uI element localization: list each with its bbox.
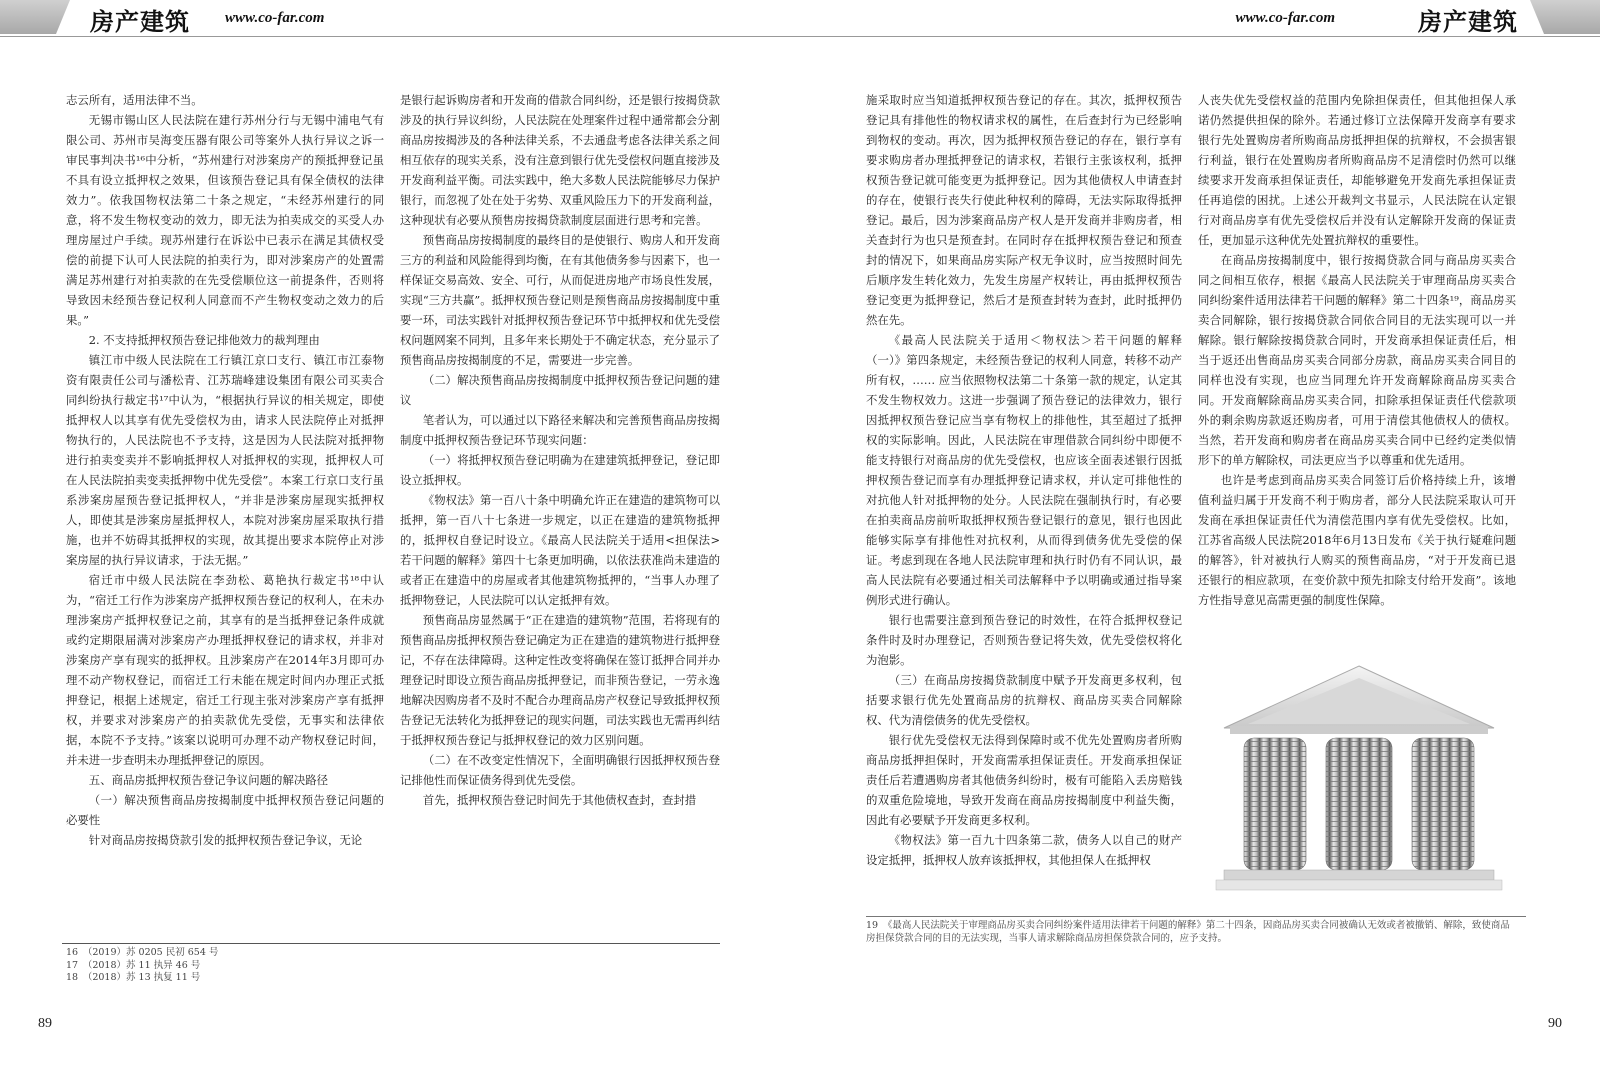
page-number: 90 (1548, 1016, 1562, 1031)
footnote: 16 （2019）苏 0205 民初 654 号 (66, 947, 219, 958)
magazine-title: 房产建筑 (1418, 8, 1518, 36)
magazine-title: 房产建筑 (90, 8, 190, 36)
footnotes (66, 947, 218, 985)
left-column-2 (400, 90, 720, 810)
paragraph: 施采取时应当知道抵押权预告登记的存在。其次，抵押权预告登记具有排他性的物权请求权的属性，在后查封行为已经影响到物权的变动。再次，因为抵押权预告登记的存在，银行享有要求购房者办理抵押登记的请求权，若银行主张该权利，抵押权预告登记就可能变更为抵押登记。因为其他债权人申请查封的存在，使银行丧失行使此种权利的障碍，无法实际取得抵押登记。最后，因为涉案商品房产权人是开发商并非购房者，相关查封行为也只是预查封。在同时存在抵押权预告登记和预查封的情况下，如果商品房实际产权无争议时，应当按照时间先后顺序发生转化效力，先发生房屋产权转让，再由抵押权预告登记变更为抵押登记，然后才是预查封转为查封，此时抵押仍然在先。 (866, 93, 1182, 327)
paragraph: 银行优先受偿权无法得到保障时或不优先处置购房者所购商品房抵押担保时，开发商需承担保证责任。开发商承担保证责任后若遭遇购房者其他债务纠纷时，极有可能陷入丢房赔钱的双重危险境地，导致开发商在商品房按揭制度中利益失衡，因此有必要赋予开发商更多权利。 (866, 733, 1182, 827)
coin-stack-bank-icon (1210, 662, 1508, 894)
footnote: 17 （2018）苏 11 执异 46 号 (66, 959, 201, 971)
section-heading: 五、商品房抵押权预告登记争议问题的解决路径 (88, 773, 329, 787)
page-header (800, 0, 1600, 38)
paragraph: 《物权法》第一百八十条中明确允许正在建造的建筑物可以抵押，第一百八十七条进一步规定，以正在建造的建筑物抵押的，抵押权自登记时设立。《最高人民法院关于适用<担保法>若干问题的解释》第四十七条更加明确，以依法获准尚未建造的或者正在建造中的房屋或者其他建筑物抵押的，“当事人办理了抵押物登记，人民法院可以认定抵押有效。 (400, 493, 720, 607)
paragraph: 银行也需要注意到预告登记的时效性，在符合抵押权登记条件时及时办理登记，否则预告登记将失效，优先受偿权将化为泡影。 (866, 613, 1182, 667)
paragraph: 《最高人民法院关于适用＜物权法＞若干问题的解释（一）》第四条规定，未经预告登记的权利人同意，转移不动产所有权，…… 应当依照物权法第二十条第一款的规定，认定其不发生物权效力。这进一步强调了预告登记的法律效力，银行因抵押权预告登记应当享有物权上的排他性，其至超过了抵押权的实际影响。因此，人民法院在审理借款合同纠纷中即便不能支持银行对商品房的优先受偿权，也应该全面表述银行因抵押权预告登记而享有办理抵押登记请求权，并认定可排他性的对抗他人针对抵押物的处分。人民法院在强制执行时，有必要在拍卖商品房前听取抵押权预告登记银行的意见，银行也因此能够实际享有排他性对抗权利，从而得到债务优先受偿的保证。考虑到现在各地人民法院审理和执行时仍有不同认识，最高人民法院有必要通过相关司法解释中予以明确或通过指导案例形式进行确认。 (866, 333, 1182, 607)
subheading: （三）在商品房按揭贷款制度中赋予开发商更多权利，包括要求银行优先处置商品房的抗辩权、商品房买卖合同解除权、代为清偿债务的优先受偿权。 (866, 673, 1182, 727)
subheading: 2. 不支持抵押权预告登记排他效力的裁判理由 (88, 333, 320, 347)
left-column-1 (66, 90, 384, 850)
subheading: （一）将抵押权预告登记明确为在建建筑抵押登记，登记即设立抵押权。 (400, 453, 720, 487)
paragraph: 也许是考虑到商品房买卖合同签订后价格持续上升，该增值利益归属于开发商不利于购房者，部分人民法院采取认可开发商在承担保证责任代为清偿范围内享有优先受偿权。比如，江苏省高级人民法院2018年6月13日发布《关于执行疑难问题的解答》，针对被执行人购买的预售商品房，“对于开发商已退还银行的相应款项，在变价款中预先扣除支付给开发商”。该地方性指导意见高需更强的制度性保障。 (1198, 473, 1516, 607)
footnote: 19 《最高人民法院关于审理商品房买卖合同纠纷案件适用法律若干问题的解释》第二十四条，因商品房买卖合同被确认无效或者被撤销、解除，致使商品房担保贷款合同的目的无法实现，当事人请求解除商品房担保贷款合同的，应予支持。 (866, 920, 1510, 944)
paragraph: 是银行起诉购房者和开发商的借款合同纠纷，还是银行按揭贷款涉及的执行异议纠纷，人民法院在处理案件过程中通常都会分割商品房按揭涉及的各种法律关系，不去通盘考虑各法律关系之间相互依存的现实关系，没有注意到银行优先受偿权问题直接涉及开发商利益平衡。司法实践中，绝大多数人民法院能够尽力保护银行，而忽视了处在处于劣势、双重风险压力下的开发商利益，这种现状有必要从预售房按揭贷款制度层面进行思考和完善。 (400, 93, 720, 227)
subheading: （二）在不改变定性情况下，全面明确银行因抵押权预告登记排他性而保证债务得到优先受偿。 (400, 753, 720, 787)
paragraph: 宿迁市中级人民法院在李劲松、葛艳执行裁定书¹⁸中认为，“宿迁工行作为涉案房产抵押权预告登记的权利人，在未办理涉案房产抵押权登记之前，其享有的是当抵押登记条件成就或约定期限届满对涉案房产办理抵押权登记的请求权，并非对涉案房产享有现实的抵押权。且涉案房产在2014年3月即可办理不动产物权登记，而宿迁工行未能在规定时间内办理正式抵押登记，根据上述规定，宿迁工行现主张对涉案房产享有抵押权，并要求对涉案房产的拍卖款优先受偿，无事实和法律依据，本院不予支持。”该案以说明可办理不动产物权登记时间，并未进一步查明未办理抵押登记的原因。 (66, 573, 384, 767)
website-url: www.co-far.com (225, 10, 325, 26)
page-number: 89 (38, 1016, 52, 1031)
paragraph: 人丧失优先受偿权益的范围内免除担保责任，但其他担保人承诺仍然提供担保的除外。若通过修订立法保障开发商享有要求银行先处置购房者所购商品房抵押担保的抗辩权，不会损害银行利益，银行在处置购房者所购商品房不足清偿时仍然可以继续要求开发商承担保证责任，却能够避免开发商先承担保证责任再追偿的困扰。上述公开裁判文书显示，人民法院在认定银行对商品房享有优先受偿权后并没有认定解除开发商的保证责任，更加显示这种优先处置抗辩权的重要性。 (1198, 93, 1516, 247)
header-rule (800, 36, 1600, 37)
footnote: 18 （2018）苏 13 执复 11 号 (66, 972, 201, 983)
paragraph: 在商品房按揭制度中，银行按揭贷款合同与商品房买卖合同之间相互依存，根据《最高人民法院关于审理商品房买卖合同纠纷案件适用法律若干问题的解释》第二十四条¹⁹，商品房买卖合同解除，银行按揭贷款合同依合同目的无法实现可以一并解除。银行解除按揭贷款合同时，开发商承担保证责任后，相当于返还出售商品房买卖合同部分房款，商品房买卖合同目的同样也没有实现，也应当同理允许开发商解除商品房买卖合同。开发商解除商品房买卖合同，扣除承担保证责任代偿款项外的剩余购房款返还购房者，可用于清偿其他债权人的债权。当然，若开发商和购房者在商品房买卖合同中已经约定类似情形下的单方解除权，司法更应当予以尊重和优先适用。 (1198, 253, 1516, 467)
paragraph: 预售商品房显然属于“正在建造的建筑物”范围，若将现有的预售商品房抵押权预告登记确定为正在建造的建筑物进行抵押登记，不存在法律障碍。这种定性改变将确保在签订抵押合同并办理登记时即设立预告商品房抵押登记，而非预告登记，一劳永逸地解决因购房者不及时不配合办理商品房产权登记导致抵押权预告登记无法转化为抵押登记的现实问题，司法实践也无需再纠结于抵押权预告登记与抵押权登记的效力区别问题。 (400, 613, 720, 747)
right-column-1 (866, 90, 1182, 870)
header-rule (0, 36, 800, 37)
page-header (0, 0, 800, 38)
paragraph: 针对商品房按揭贷款引发的抵押权预告登记争议，无论 (88, 833, 363, 847)
paragraph: 志云所有，适用法律不当。 (66, 93, 203, 107)
paragraph: 首先，抵押权预告登记时间先于其他债权查封，查封措 (422, 793, 697, 807)
website-url: www.co-far.com (1235, 10, 1335, 26)
footnotes (866, 920, 1516, 945)
header-decoration (1530, 0, 1600, 34)
paragraph: 无锡市锡山区人民法院在建行苏州分行与无锡中浦电气有限公司、苏州市吴海变压器有限公司等案外人执行异议之诉一审民事判决书¹⁶中分析，“苏州建行对涉案房产的预抵押登记虽不具有设立抵押权之效果，但该预告登记具有保全债权的法律效力”。依我国物权法第二十条之规定，“未经苏州建行的同意，将不发生物权变动的效力，即无法为拍卖成交的买受人办理房屋过户手续。现苏州建行在诉讼中已表示在满足其债权受偿的前提下认可人民法院的拍卖行为，即对涉案房产的处置需满足苏州建行对拍卖款的在先受偿顺位这一前提条件，否则将导致因未经预告登记权利人同意而不产生物权变动之效力的后果。” (66, 113, 384, 327)
paragraph: 镇江市中级人民法院在工行镇江京口支行、镇江市江泰物资有限责任公司与潘松青、江苏瑞峰建设集团有限公司买卖合同纠纷执行裁定书¹⁷中认为，“根据执行异议的相关规定，即使抵押权人以其享有优先受偿权为由，请求人民法院停止对抵押物执行的，人民法院也不予支持，这是因为人民法院对抵押物进行拍卖变卖并不影响抵押权人对抵押权的实现，抵押权人可在人民法院拍卖变卖抵押物中优先受偿”。本案工行京口支行虽系涉案房屋预告登记抵押权人，“并非是涉案房屋现实抵押权人，即使其是涉案房屋抵押权人，本院对涉案房屋采取执行措施，也并不妨碍其抵押权的实现，故其提出要求本院停止对涉案房屋的执行异议请求，于法无据。” (66, 353, 384, 567)
footnote-rule (866, 916, 1526, 917)
right-column-2 (1198, 90, 1516, 610)
footnote-rule (62, 943, 720, 944)
paragraph: 《物权法》第一百九十四条第二款，债务人以自己的财产设定抵押，抵押权人放弃该抵押权，其他担保人在抵押权 (866, 833, 1182, 867)
right-page (800, 0, 1600, 1077)
header-decoration (0, 0, 70, 34)
subheading: （二）解决预售商品房按揭制度中抵押权预告登记问题的建议 (400, 373, 720, 407)
paragraph: 预售商品房按揭制度的最终目的是使银行、购房人和开发商三方的利益和风险能得到均衡，在有其他债务参与因素下，也一样保证交易高效、安全、可行，从而促进房地产市场良性发展，实现“三方共赢”。抵押权预告登记则是预售商品房按揭制度中重要一环，司法实践针对抵押权预告登记环节中抵押权和优先受偿权问题网案不同判，且多年来长期处于不确定状态，充分显示了预售商品房按揭制度的不足，需要进一步完善。 (400, 233, 720, 367)
paragraph: 笔者认为，可以通过以下路径来解决和完善预售商品房按揭制度中抵押权预告登记环节现实问题： (400, 413, 720, 447)
subheading: （一）解决预售商品房按揭制度中抵押权预告登记问题的必要性 (66, 793, 384, 827)
